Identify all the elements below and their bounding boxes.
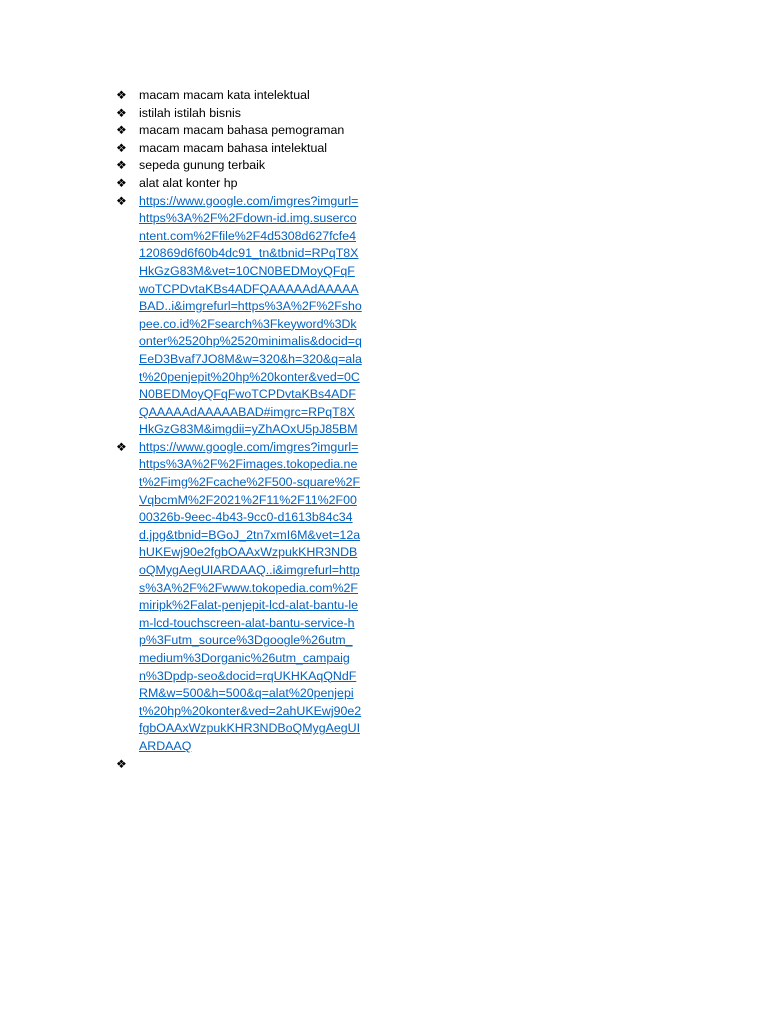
diamond-bullet-icon: ❖ <box>116 88 127 102</box>
hyperlink[interactable]: https://www.google.com/imgres?imgurl=https%3A%2F%2Fdown-id.img.susercontent.com%2Ffile%2F4d5308d627fcfe4120869d6f60b4dc91_tn&tbnid=RPqT8XHkGzG83M&vet=10CN0BEDMoyQFqFwoTCPDvtaKBs4ADFQAAAAAdAAAAABAD..i&imgrefurl=https%3A%2F%2Fshopee.co.id%2Fsearch%3Fkeyword%3Dkonter%2520hp%2520minimalis&docid=qEeD3Bvaf7JO8M&w=320&h=320&q=alat%20penjepit%20hp%20konter&ved=0CN0BEDMoyQFqFwoTCPDvtaKBs4ADFQAAAAAdAAAAABAD#imgrc=RPqT8XHkGzG83M&imgdii=yZhAOxU5pJ85BM <box>139 193 362 437</box>
list-item-text <box>139 756 376 774</box>
diamond-bullet-icon: ❖ <box>116 439 127 454</box>
list-item-text: sepeda gunung terbaik <box>139 158 266 173</box>
list-item <box>116 122 376 140</box>
diamond-bullet-icon: ❖ <box>116 756 127 771</box>
list-item <box>116 756 376 774</box>
list-item <box>116 175 376 193</box>
diamond-bullet-icon: ❖ <box>116 175 127 190</box>
list-item <box>116 193 376 439</box>
list-item-text: istilah istilah bisnis <box>139 105 241 120</box>
list-item <box>116 87 376 105</box>
hyperlink[interactable]: https://www.google.com/imgres?imgurl=https%3A%2F%2Fimages.tokopedia.net%2Fimg%2Fcache%2F500-square%2FVqbcmM%2F2021%2F11%2F11%2F0000326b-9eec-4b43-9cc0-d1613b84c34d.jpg&tbnid=BGoJ_2tn7xmI6M&vet=12ahUKEwj90e2fgbOAAxWzpukKHR3NDBoQMygAegUIARDAAQ..i&imgrefurl=https%3A%2F%2Fwww.tokopedia.com%2Fmiripk%2Falat-penjepit-lcd-alat-bantu-lem-lcd-touchscreen-alat-bantu-service-hp%3Futm_source%3Dgoogle%26utm_medium%3Dorganic%26utm_campaign%3Dpdp-seo&docid=rqUKHKAqQNdFRM&w=500&h=500&q=alat%20penjepit%20hp%20konter&ved=2ahUKEwj90e2fgbOAAxWzpukKHR3NDBoQMygAegUIARDAAQ <box>139 439 362 753</box>
list-item <box>116 439 376 756</box>
diamond-bullet-icon: ❖ <box>116 158 127 173</box>
diamond-bullet-icon: ❖ <box>116 105 127 120</box>
list-item-text: macam macam bahasa pemograman <box>139 123 345 138</box>
list-item <box>116 105 376 123</box>
diamond-bullet-icon: ❖ <box>116 140 127 155</box>
list-item-text: macam macam bahasa intelektual <box>139 140 328 155</box>
bullet-list <box>116 87 376 773</box>
list-item <box>116 140 376 158</box>
list-item-text: macam macam kata intelektual <box>139 88 310 102</box>
diamond-bullet-icon: ❖ <box>116 123 127 138</box>
diamond-bullet-icon: ❖ <box>116 193 127 208</box>
list-item <box>116 157 376 175</box>
list-item-text: alat alat konter hp <box>139 175 238 190</box>
